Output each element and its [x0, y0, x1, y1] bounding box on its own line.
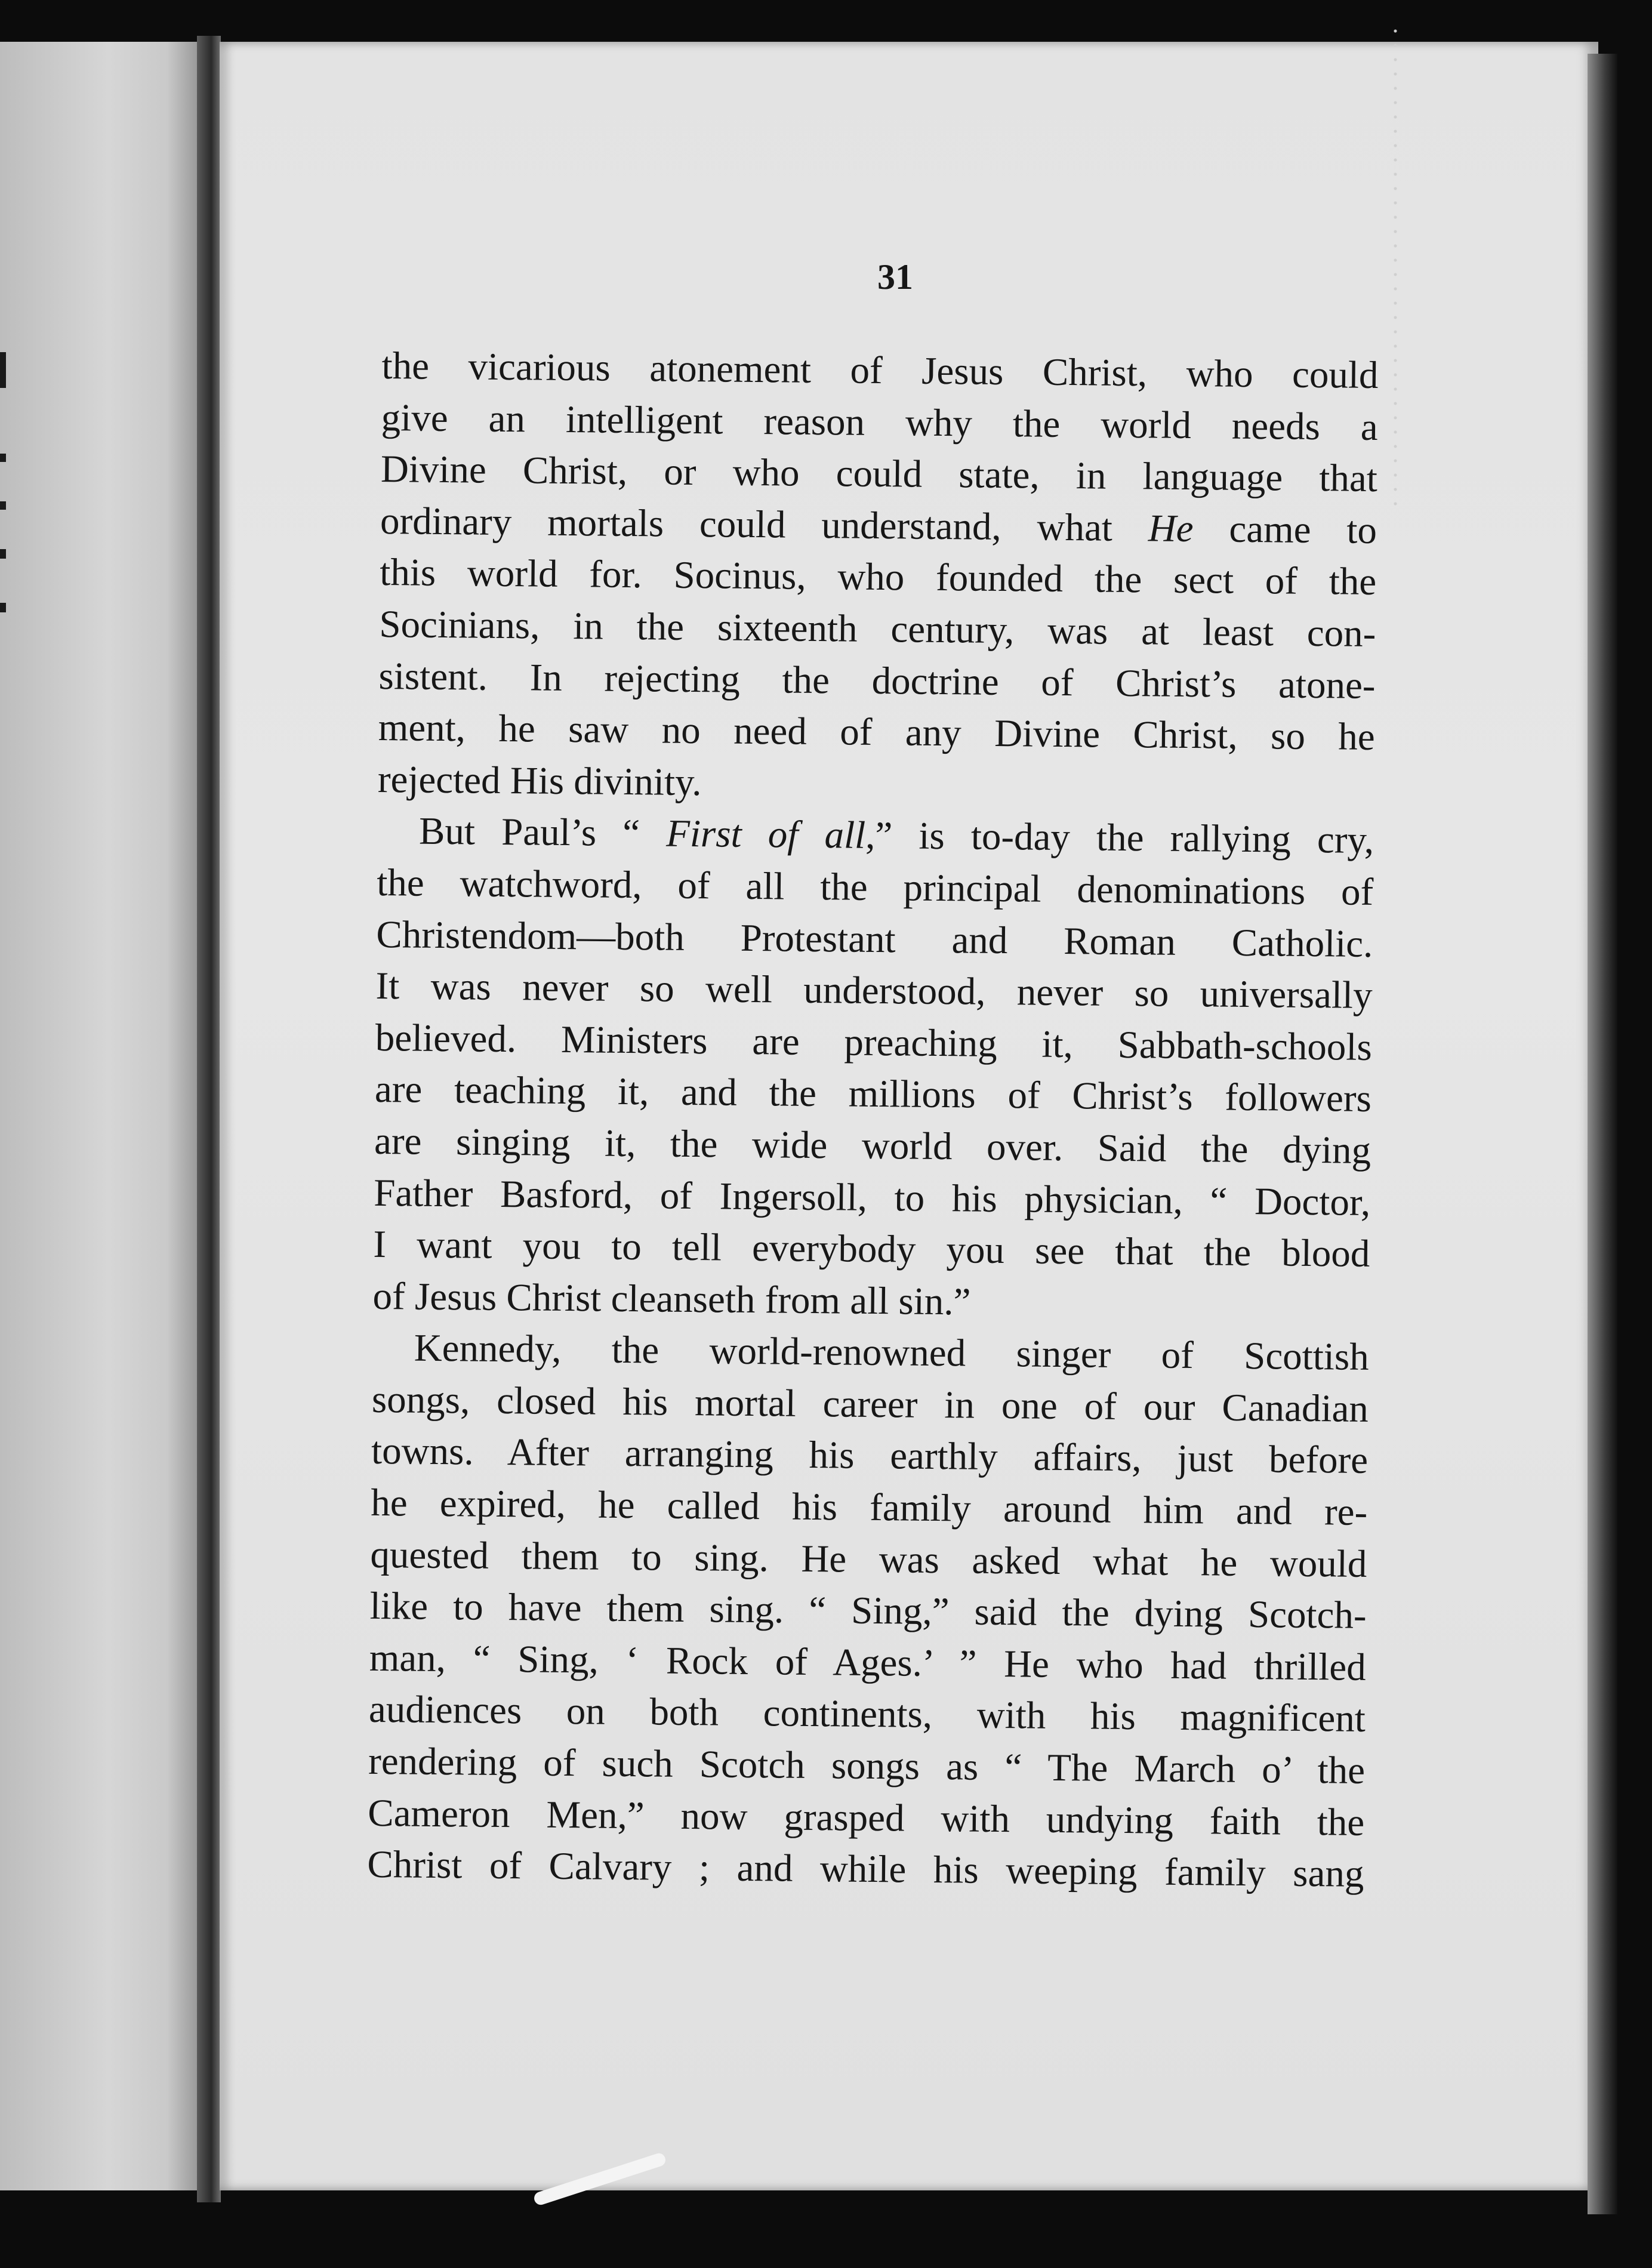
- text-line: give an intelligent reason why the world needs a: [381, 396, 1379, 449]
- text-line: like to have them sing. “ Sing,” said the dying Scotch-: [369, 1585, 1367, 1638]
- text-line: songs, closed his mortal career in one of our Canadian: [371, 1378, 1369, 1431]
- text-line: this world for. Socinus, who founded the sect of the: [379, 551, 1377, 604]
- text-line: he expired, he called his family around him and re-: [370, 1481, 1368, 1534]
- text-line: Christ of Calvary ; and while his weeping family sang: [367, 1843, 1364, 1896]
- text-line: ment, he saw no need of any Divine Christ, so he: [378, 706, 1376, 759]
- text-line: I want you to tell everybody you see that the blood: [373, 1223, 1370, 1276]
- body-text: [367, 340, 1379, 1900]
- text-line: ordinary mortals could understand, what He came to: [380, 499, 1377, 552]
- text-line: Kennedy, the world-renowned singer of Scottish: [414, 1326, 1370, 1379]
- text-line: sistent. In rejecting the doctrine of Christ’s atone-: [378, 654, 1376, 707]
- text-line: But Paul’s “ First of all,” is to-day the rallying cry,: [418, 809, 1374, 862]
- text-line: rejected His divinity.: [377, 757, 702, 804]
- text-line: It was never so well understood, never so universally: [375, 964, 1373, 1018]
- text-line: the watchword, of all the principal denominations of: [376, 861, 1374, 914]
- text-line: Cameron Men,” now grasped with undying faith the: [367, 1791, 1365, 1844]
- page-number: 31: [877, 257, 913, 297]
- text-line: Divine Christ, or who could state, in language that: [380, 448, 1378, 501]
- italic-text: First of all: [665, 812, 866, 858]
- text-line: believed. Ministers are preaching it, Sabbath-schools: [375, 1016, 1373, 1069]
- text-line: the vicarious atonement of Jesus Christ, who could: [381, 344, 1379, 397]
- text-line: Socinians, in the sixteenth century, was at least con-: [379, 602, 1376, 655]
- text-line: Christendom—both Protestant and Roman Catholic.: [376, 913, 1373, 966]
- italic-text: He: [1148, 507, 1194, 550]
- text-line: towns. After arranging his earthly affairs, just before: [371, 1429, 1369, 1483]
- text-line: Father Basford, of Ingersoll, to his physician, “ Doctor,: [373, 1171, 1371, 1224]
- text-line: man, “ Sing, ‘ Rock of Ages.’ ” He who had thrilled: [369, 1636, 1367, 1689]
- text-line: rendering of such Scotch songs as “ The March o’ the: [368, 1739, 1366, 1792]
- text-line: quested them to sing. He was asked what he would: [370, 1533, 1367, 1586]
- page-edge-specks: [1394, 24, 1397, 513]
- text-line: audiences on both continents, with his magnificent: [368, 1688, 1366, 1741]
- text-line: are singing it, the wide world over. Said the dying: [374, 1119, 1371, 1172]
- text-line: are teaching it, and the millions of Christ’s followers: [374, 1068, 1372, 1121]
- text-line: of Jesus Christ cleanseth from all sin.”: [372, 1274, 971, 1324]
- book-gutter: [197, 36, 221, 2202]
- adjacent-page-edge: [0, 42, 197, 2190]
- page-edge-shadow: [1588, 54, 1617, 2214]
